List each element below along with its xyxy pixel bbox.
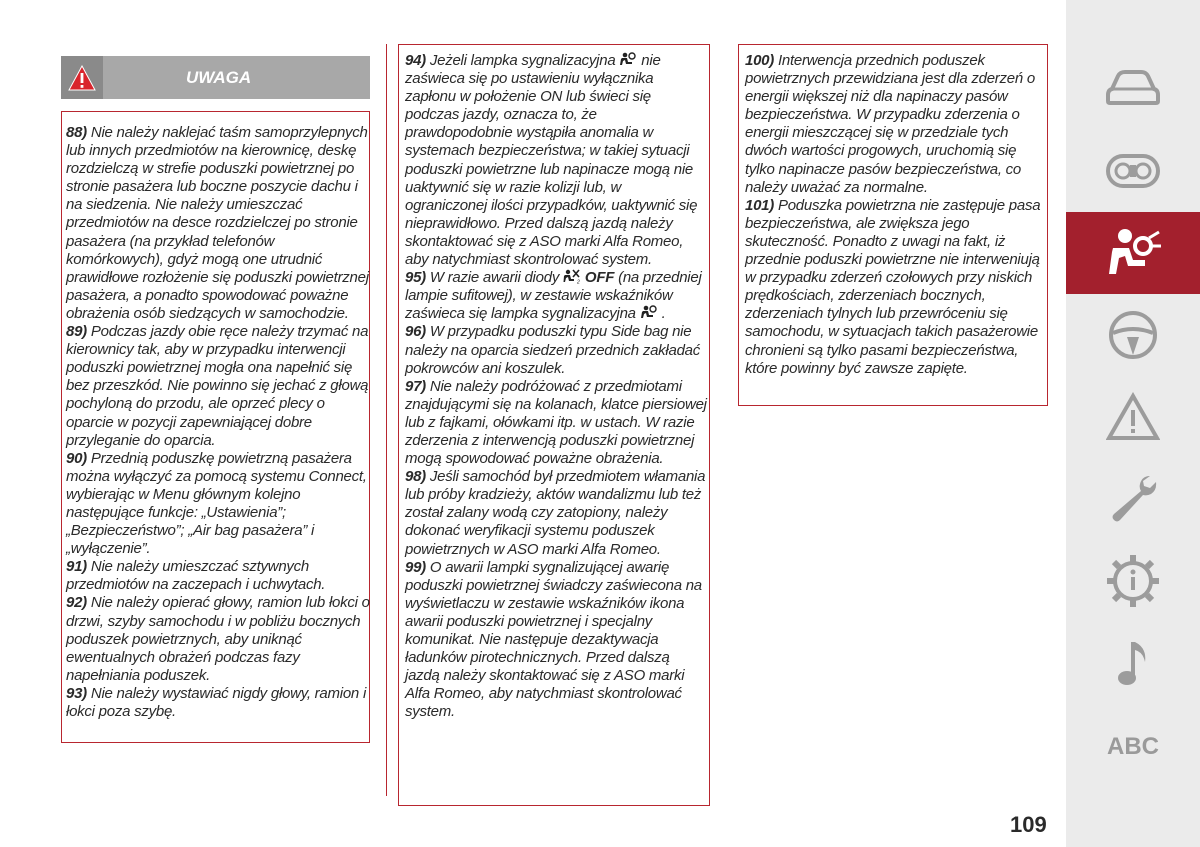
column2-text (405, 52, 707, 721)
page-number: 109 (1010, 812, 1047, 837)
note-93: 93) Nie należy wystawiać nigdy głowy, ramion i łokci poza szybę. (66, 684, 367, 720)
warning-header (61, 56, 370, 99)
note-94: 94) Jeżeli lampka sygnalizacyjna nie zaświeca się po ustawieniu wyłącznika zapłonu w położenie ON lub świeci się podczas jazdy, oznacza to, że prawdopodobnie wystąpiła anomalia w systemach bezpieczeństwa; w takiej sytuacji poduszki powietrzne lub napinacze mogą nie uaktywnić się w razie kolizji lub, w ograniczonej ilości przypadków, uaktywnić się nieprawidłowo. Przed dalszą jazdą należy skontaktować się z ASO marki Alfa Romeo, aby natychmiast skontrolować system. (405, 52, 698, 269)
note-100: 100) Interwencja przednich poduszek powietrznych przewidziana jest dla zderzeń o energii większej niż dla napinaczy pasów bezpieczeństwa. W przypadku zderzenia o energii mieszczącej się w przedziale tych dwóch wartości progowych, uruchomią się tylko napinacze pasów bezpieczeństwa, co należy uważać za normalne. (745, 52, 1035, 196)
chapter-sidebar (1066, 0, 1200, 847)
note-101: 101) Poduszka powietrzna nie zastępuje pasa bezpieczeństwa, ale zwiększa jego skuteczność. Ponadto z uwagi na fakt, iż przednie poduszki powietrzne nie interweniują w przypadku zderzeń czołowych przy niskich prędkościach, zderzeniach bocznych, zderzeniach tylnych lub przewróceniu się samochodu, w sytuacjach takich pasażerowie chronieni są tylko pasami bezpieczeństwa, które powinny być zawsze zapięte. (745, 196, 1041, 377)
note-91: 91) Nie należy umieszczać sztywnych przedmiotów na zaczepach i uchwytach. (66, 558, 326, 594)
note-96: 96) W przypadku poduszki typu Side bag nie należy na oparcia siedzeń przednich zakładać pokrowców ani koszulek. (405, 323, 701, 377)
abc-index-link[interactable]: ABC (1107, 733, 1159, 760)
note-92: 92) Nie należy opierać głowy, ramion lub łokci o drzwi, szyby samochodu i w pobliżu bocznych poduszek powietrznych, aby uniknąć ewentualnych obrażeń podczas fazy napełniania poduszek. (66, 594, 370, 684)
svg-text:2: 2 (576, 279, 580, 285)
note-90: 90) Przednią poduszkę powietrzną pasażera można wyłączyć za pomocą systemu Connect, wybierając w Menu głównym kolejno następujące funkcje: „Ustawienia”; „Bezpieczeństwo”; „Air bag pasażera” i „wyłączenie”. (66, 449, 367, 558)
music-note-icon[interactable] (1066, 622, 1200, 704)
warning-triangle-icon[interactable] (1066, 376, 1200, 458)
steering-wheel-icon[interactable] (1066, 294, 1200, 376)
airbag-warning-icon (640, 305, 658, 320)
note-98: 98) Jeśli samochód był przedmiotem włamania lub próby kradzieży, aktów wandalizmu lub też został zalany wodą czy zatopiony, należy dokonać weryfikacji systemu poduszek powietrznych w ASO marki Alfa Romeo. (405, 468, 706, 558)
column3-text (745, 52, 1045, 378)
warning-triangle-icon (61, 56, 103, 99)
info-gear-icon[interactable] (1066, 540, 1200, 622)
note-95: 95) W razie awarii diody 2 OFF (na przedniej lampie sufitowej), w zestawie wskaźników zaświeca się lampka sygnalizacyjna . (405, 269, 702, 323)
note-97: 97) Nie należy podróżować z przedmiotami znajdującymi się na kolanach, klatce piersiowej lub z fajkami, ołówkami itp. w ustach. W razie zderzenia z interwencją poduszki powietrznej mogą spowodować poważne obrażenia. (405, 377, 707, 468)
header-title: UWAGA (186, 68, 252, 87)
wrench-icon[interactable] (1066, 458, 1200, 540)
airbag-warning-icon (619, 52, 637, 67)
column2-left-rule (386, 44, 387, 796)
car-icon[interactable] (1066, 46, 1200, 128)
dashboard-icon[interactable] (1066, 130, 1200, 212)
note-89: 89) Podczas jazdy obie ręce należy trzymać na kierownicy tak, aby w przypadku interwencji poduszki powietrznej mogła ona napełnić się bez przeszkód. Nie powinno się jechać z głową pochyloną do przodu, ale oprzeć plecy o oparcie w pozycji zapewniającej dobre przyleganie do oparcia. (66, 323, 369, 449)
note-88: 88) Nie należy naklejać taśm samoprzylepnych lub innych przedmiotów na kierownicę, deskę rozdzielczą w strefie poduszki powietrznej po stronie pasażera lub boczne poszycie dachu i na siedzenia. Nie należy umieszczać przedmiotów na desce rozdzielczej po stronie pasażera (na przykład telefonów komórkowych), gdyż mogą one utrudnić prawidłowe rozłożenie się poduszki powietrznej pasażera, a ponadto spowodować poważne obrażenia osób siedzących w samochodzie. (66, 124, 369, 322)
airbag-off-icon (563, 269, 581, 284)
airbag-person-icon[interactable] (1066, 212, 1200, 294)
column1-text (66, 124, 371, 721)
note-99: 99) O awarii lampki sygnalizującej awarię poduszki powietrznej świadczy zaświecona na wyświetlaczu w zestawie wskaźników ikona awarii poduszki powietrznej i specjalny komunikat. Nie następuje dezaktywacja ładunków pirotechnicznych. Przed dalszą jazdą należy skontaktować się z ASO marki Alfa Romeo, aby natychmiast skontrolować system. (405, 558, 702, 721)
